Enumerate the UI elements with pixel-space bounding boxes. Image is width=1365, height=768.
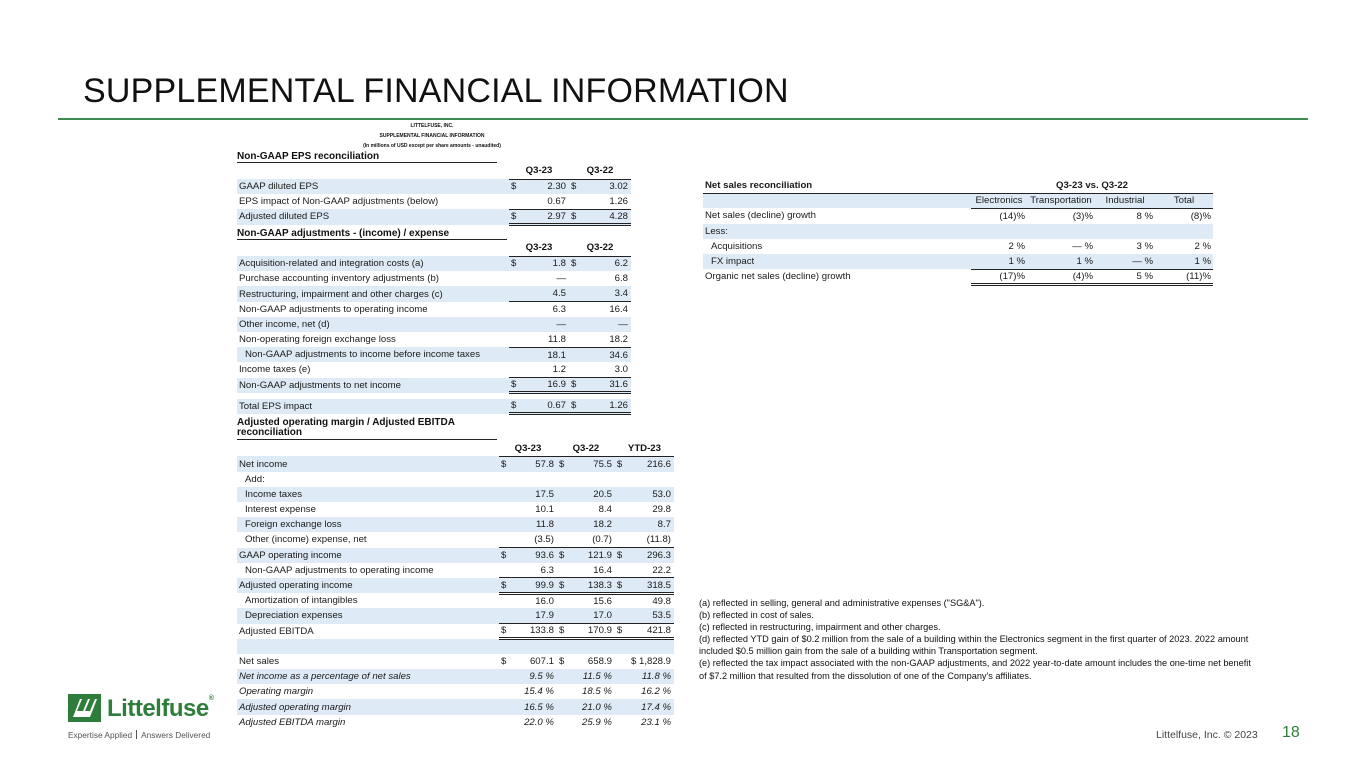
cell-value: 15.4 %	[524, 686, 554, 698]
table-row	[237, 286, 631, 301]
cell-value: 29.8	[652, 504, 671, 516]
cell-value: 4.28	[583, 209, 631, 224]
cell-value: 296.3	[629, 548, 674, 563]
cell-value: 3.02	[583, 179, 631, 194]
cell-value: 18.1	[523, 347, 569, 362]
cell-value: 318.5	[629, 578, 674, 593]
cell-value: 2.97	[523, 209, 569, 224]
dollar-sign: $	[615, 624, 629, 639]
footnote-d-line2: included $0.5 million gain from the sale of a building within Transportation segment.	[699, 646, 1038, 657]
dollar-sign: $	[569, 399, 583, 414]
table-row	[237, 608, 674, 623]
cell-value: 658.9	[587, 655, 612, 667]
eps-col-q322: Q3-22	[569, 163, 631, 179]
adj-col-q322: Q3-22	[569, 240, 631, 256]
cell-value: 8 %	[1136, 210, 1153, 222]
row-label: Non-GAAP adjustments to income before income taxes	[237, 347, 509, 362]
cell-value: 18.5 %	[582, 686, 612, 698]
table-row	[237, 194, 631, 209]
cell-value: 31.6	[583, 378, 631, 393]
cell-value: 1.26	[583, 399, 631, 414]
cell-value: 17.0	[571, 608, 615, 623]
footnotes	[699, 597, 1319, 682]
cell-value: 3 %	[1136, 240, 1153, 252]
dollar-sign: $	[557, 456, 571, 471]
cell-value: 17.9	[513, 608, 557, 623]
tagline	[68, 730, 210, 740]
cell-value: 6.3	[513, 563, 557, 578]
row-label: Other income, net (d)	[237, 317, 509, 332]
cell-value: 133.8	[513, 624, 557, 639]
table-row	[237, 654, 674, 669]
cell-value: 11.8	[513, 517, 557, 532]
dollar-sign: $	[499, 624, 513, 639]
footnote-b: (b) reflected in cost of sales.	[699, 610, 814, 621]
cell-value: 11.8 %	[629, 669, 674, 684]
cell-value: (4)%	[1027, 269, 1095, 284]
row-label: Interest expense	[245, 504, 316, 516]
cell-value: 1.8	[523, 256, 569, 271]
row-label: Net income	[237, 456, 499, 471]
table-row	[237, 332, 631, 347]
row-label: Operating margin	[239, 686, 314, 698]
cell-value: 16.0	[535, 595, 554, 607]
cell-value: 21.0 %	[571, 699, 615, 714]
table-row	[237, 578, 674, 593]
cell-value: —	[523, 317, 569, 332]
dollar-sign: $	[509, 378, 523, 393]
adjustments-table	[237, 240, 631, 415]
table-row	[237, 624, 674, 639]
cell-value: 3.0	[583, 362, 631, 377]
cell-value: 17.5	[513, 487, 557, 502]
cell-value: 53.0	[629, 487, 674, 502]
page-title: SUPPLEMENTAL FINANCIAL INFORMATION	[83, 72, 789, 110]
row-label: Purchase accounting inventory adjustments (b)	[239, 273, 439, 285]
cell-value: 3.4	[583, 286, 631, 301]
cell-value: $ 1,828.9	[630, 655, 671, 667]
table-row	[237, 502, 674, 517]
eps-section-title: Non-GAAP EPS reconciliation	[237, 151, 497, 163]
table-row	[237, 487, 674, 502]
table-row	[237, 399, 631, 414]
cell-value: 49.8	[652, 595, 671, 607]
table-row	[237, 548, 674, 563]
row-label: Adjusted diluted EPS	[237, 209, 509, 224]
row-label: Restructuring, impairment and other charges (c)	[237, 286, 509, 301]
row-label: Amortization of intangibles	[245, 595, 358, 607]
row-label: Net sales	[239, 655, 279, 667]
table-row	[237, 699, 674, 714]
cell-value: 170.9	[571, 624, 615, 639]
cell-value: —	[556, 273, 566, 285]
row-label: Adjusted operating margin	[237, 699, 499, 714]
row-label: Depreciation expenses	[237, 608, 499, 623]
cell-value: 6.8	[614, 273, 628, 285]
table-row	[703, 239, 1213, 254]
cell-value: 1 %	[1155, 254, 1213, 269]
cell-value: 2 %	[1008, 240, 1025, 252]
report-header: SUPPLEMENTAL FINANCIAL INFORMATION	[379, 133, 485, 139]
row-label: Non-GAAP adjustments to operating income	[239, 303, 428, 315]
tagline-right: Answers Delivered	[141, 730, 211, 740]
net-sales-reconciliation	[703, 178, 1213, 286]
cell-value: 22.2	[629, 563, 674, 578]
row-label: Acquisition-related and integration costs (a)	[237, 256, 509, 271]
table-row	[237, 563, 674, 578]
cell-value: (17)%	[971, 269, 1027, 284]
net-sales-period: Q3-23 vs. Q3-22	[971, 178, 1213, 193]
dollar-sign: $	[615, 578, 629, 593]
row-label: Adjusted operating income	[237, 578, 499, 593]
cell-value: 1.2	[523, 362, 569, 377]
dollar-sign: $	[569, 209, 583, 224]
cell-value: 16.4	[571, 563, 615, 578]
row-label: GAAP operating income	[237, 548, 499, 563]
cell-value: (3.5)	[513, 532, 557, 547]
row-label: Net income as a percentage of net sales	[237, 669, 499, 684]
ebitda-col-ytd23: YTD-23	[615, 440, 674, 456]
table-row	[237, 593, 674, 608]
table-row	[237, 456, 674, 471]
net-sales-title: Net sales reconciliation	[703, 178, 971, 193]
page-number: 18	[1282, 724, 1300, 741]
cell-value: 1 %	[971, 254, 1027, 269]
cell-value: 421.8	[629, 624, 674, 639]
table-row	[237, 209, 631, 224]
tagline-divider	[136, 730, 137, 739]
left-financial-tables	[237, 123, 674, 730]
dollar-sign: $	[509, 399, 523, 414]
row-label: Adjusted EBITDA margin	[239, 716, 346, 728]
row-label: Income taxes (e)	[239, 364, 311, 376]
table-row	[237, 179, 631, 194]
table-row	[237, 715, 674, 730]
cell-value: 15.6	[593, 595, 612, 607]
col-electronics: Electronics	[971, 193, 1027, 208]
table-row	[703, 224, 1213, 239]
table-row	[237, 472, 674, 487]
table-row	[703, 254, 1213, 269]
dollar-sign: $	[499, 578, 513, 593]
table-row	[703, 269, 1213, 284]
cell-value: 16.4	[609, 303, 628, 315]
ebitda-section-title: Adjusted operating margin / Adjusted EBITDA reconciliation	[237, 418, 497, 440]
cell-value: 16.2 %	[641, 686, 671, 698]
registered-mark: ®	[208, 695, 214, 702]
cell-value: 99.9	[513, 578, 557, 593]
cell-value: (3)%	[1072, 210, 1093, 222]
dollar-sign: $	[509, 256, 523, 271]
table-row	[237, 532, 674, 547]
cell-value: 53.5	[629, 608, 674, 623]
dollar-sign: $	[500, 655, 507, 667]
row-label: Non-operating foreign exchange loss	[239, 334, 396, 346]
footnote-c: (c) reflected in restructuring, impairment and other charges.	[699, 622, 941, 633]
footnote-e-line2: of $7.2 million that resulted from the dissolution of one of the Company's affiliates.	[699, 670, 1032, 681]
table-row	[237, 317, 631, 332]
ebitda-table	[237, 440, 674, 729]
dollar-sign: $	[569, 378, 583, 393]
cell-value: 9.5 %	[513, 669, 557, 684]
eps-table	[237, 163, 631, 226]
col-total: Total	[1155, 193, 1213, 208]
dollar-sign: $	[557, 578, 571, 593]
cell-value: 20.5	[571, 487, 615, 502]
cell-value: 75.5	[571, 456, 615, 471]
cell-value: 23.1 %	[641, 716, 671, 728]
cell-value: 1 %	[1027, 254, 1095, 269]
cell-value: 25.9 %	[582, 716, 612, 728]
cell-value: — %	[1095, 254, 1155, 269]
cell-value: 138.3	[571, 578, 615, 593]
dollar-sign: $	[557, 624, 571, 639]
cell-value: 93.6	[513, 548, 557, 563]
cell-value: 0.67	[523, 194, 569, 209]
cell-value: 6.3	[552, 303, 566, 315]
cell-value: 57.8	[513, 456, 557, 471]
row-label: Add:	[245, 473, 265, 485]
row-label: EPS impact of Non-GAAP adjustments (below)	[239, 196, 439, 208]
table-row	[237, 362, 631, 377]
copyright: Littelfuse, Inc. © 2023	[1156, 729, 1258, 741]
row-label: Net sales (decline) growth	[705, 210, 816, 222]
cell-value: 34.6	[583, 347, 631, 362]
row-label: Non-GAAP adjustments to net income	[237, 378, 509, 393]
cell-value: 16.5 %	[513, 699, 557, 714]
cell-value: (8)%	[1190, 210, 1211, 222]
dollar-sign: $	[615, 456, 629, 471]
dollar-sign: $	[558, 655, 565, 667]
col-industrial: Industrial	[1095, 193, 1155, 208]
cell-value: 18.2	[583, 332, 631, 347]
cell-value: 0.67	[523, 399, 569, 414]
dollar-sign: $	[499, 548, 513, 563]
adj-col-q323: Q3-23	[509, 240, 569, 256]
cell-value: 16.9	[523, 378, 569, 393]
row-label: Less:	[703, 224, 971, 239]
table-row	[703, 208, 1213, 223]
row-label: FX impact	[703, 254, 971, 269]
cell-value: 4.5	[523, 286, 569, 301]
ebitda-col-q323: Q3-23	[499, 440, 557, 456]
cell-value: 22.0 %	[524, 716, 554, 728]
adjustments-section-title: Non-GAAP adjustments - (income) / expense	[237, 228, 507, 240]
cell-value: 18.2	[571, 517, 615, 532]
col-transportation: Transportation	[1027, 193, 1095, 208]
row-label: Income taxes	[237, 487, 499, 502]
footnote-a: (a) reflected in selling, general and administrative expenses ("SG&A").	[699, 598, 985, 608]
net-sales-table	[703, 178, 1213, 286]
row-label: Non-GAAP adjustments to operating income	[245, 564, 434, 576]
cell-value: 6.2	[583, 256, 631, 271]
row-label: Other (income) expense, net	[245, 534, 367, 546]
table-row	[237, 302, 631, 317]
cell-value: (14)%	[999, 210, 1025, 222]
row-label: Organic net sales (decline) growth	[705, 271, 851, 283]
cell-value: —	[583, 317, 631, 332]
table-row	[237, 684, 674, 699]
cell-value: 17.4 %	[629, 699, 674, 714]
cell-value: 8.4	[598, 504, 612, 516]
row-label: GAAP diluted EPS	[237, 179, 509, 194]
dollar-sign: $	[499, 456, 513, 471]
footnote-d-line1: (d) reflected YTD gain of $0.2 million from the sale of a building within the Electronics segment in the first quarter of 2023. 2022 amount	[699, 634, 1249, 645]
cell-value: — %	[1072, 240, 1093, 252]
cell-value: 11.8	[523, 332, 569, 347]
dollar-sign: $	[569, 179, 583, 194]
cell-value: (11)%	[1155, 269, 1213, 284]
eps-col-q323: Q3-23	[509, 163, 569, 179]
cell-value: 216.6	[629, 456, 674, 471]
dollar-sign: $	[615, 548, 629, 563]
logo-wordmark	[107, 695, 213, 723]
row-label: Acquisitions	[711, 240, 763, 252]
table-row	[237, 517, 674, 532]
cell-value: 11.5 %	[571, 669, 615, 684]
dollar-sign: $	[569, 256, 583, 271]
cell-value: 8.7	[629, 517, 674, 532]
cell-value: 5 %	[1095, 269, 1155, 284]
title-divider	[58, 118, 1308, 120]
brand-name: Littelfuse	[107, 695, 209, 722]
cell-value: 2.30	[523, 179, 569, 194]
tagline-left: Expertise Applied	[68, 730, 133, 740]
company-header: LITTELFUSE, INC.	[410, 123, 454, 129]
row-label: Adjusted EBITDA	[239, 625, 314, 637]
row-label: Foreign exchange loss	[237, 517, 499, 532]
table-row	[237, 256, 631, 271]
cell-value: (0.7)	[571, 532, 615, 547]
table-row	[237, 669, 674, 684]
cell-value: 2 %	[1194, 240, 1211, 252]
cell-value: 607.1	[529, 655, 554, 667]
dollar-sign: $	[557, 548, 571, 563]
cell-value: (11.8)	[629, 532, 674, 547]
table-row	[237, 271, 631, 286]
footnote-e-line1: (e) reflected the tax impact associated with the non-GAAP adjustments, and 2022 year-to-date amount includes the one-time net benefit	[699, 658, 1251, 669]
littelfuse-logo-icon	[68, 694, 101, 722]
row-label: Total EPS impact	[237, 399, 509, 414]
table-row	[237, 378, 631, 393]
cell-value: 10.1	[535, 504, 554, 516]
dollar-sign: $	[509, 209, 523, 224]
ebitda-col-q322: Q3-22	[557, 440, 615, 456]
units-note: (In millions of USD except per share amounts - unaudited)	[363, 143, 501, 149]
table-row-spacer	[237, 639, 674, 654]
table-row	[237, 347, 631, 362]
dollar-sign: $	[509, 179, 523, 194]
cell-value: 121.9	[571, 548, 615, 563]
cell-value: 1.26	[583, 194, 631, 209]
